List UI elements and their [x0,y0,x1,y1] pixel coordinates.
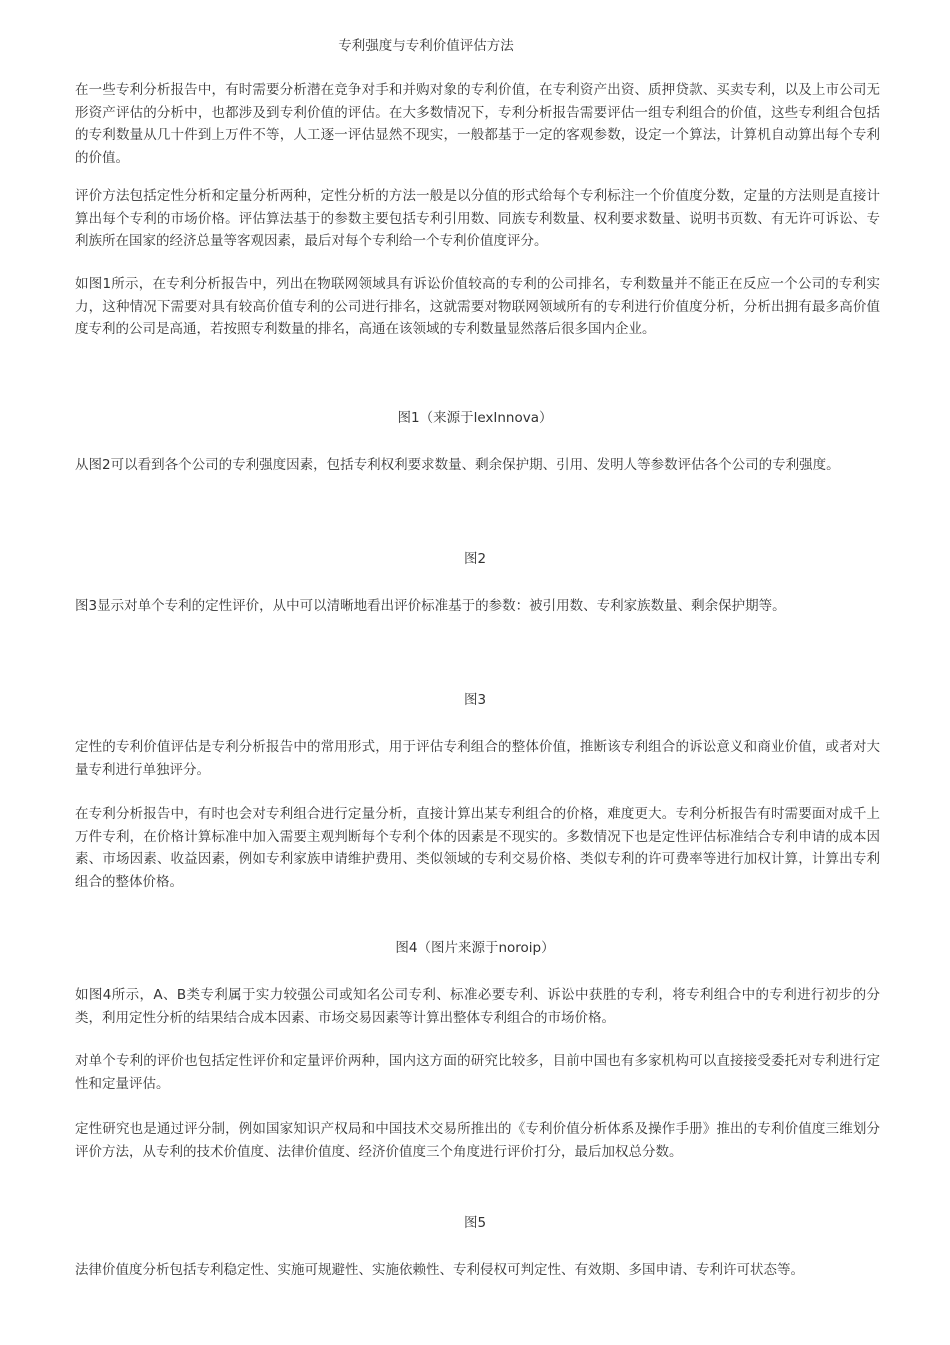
paragraph-quantitative: 在专利分析报告中，有时也会对专利组合进行定量分析，直接计算出某专利组合的价格，难度更大。专利分析报告有时需要面对成千上万件专利，在价格计算标准中加入需要主观判断每个专利个体的因素是不现实的。多数情况下也是定性评估标准结合专利申请的成本因素、市场因素、收益因素，例如专利家族申请维护费用、类似领域的专利交易价格、类似专利的许可费率等进行加权计算，计算出专利组合的整体价格。 [75,806,880,890]
figure1-caption: 图1（来源于lexInnova） [397,410,553,426]
paragraph-scoring: 定性研究也是通过评分制，例如国家知识产权局和中国技术交易所推出的《专利价值分析体系及操作手册》推出的专利价值度三维划分评价方法，从专利的技术价值度、法律价值度、经济价值度三个角度进行评价打分，最后加权总分数。 [75,1121,880,1160]
figure5-caption: 图5 [463,1215,487,1231]
paragraph-legal-value: 法律价值度分析包括专利稳定性、实施可规避性、实施依赖性、专利侵权可判定性、有效期、多国申请、专利许可状态等。 [75,1262,804,1278]
figure4-caption: 图4（图片来源于noroip） [395,940,555,956]
paragraph-intro: 在一些专利分析报告中，有时需要分析潜在竞争对手和并购对象的专利价值，在专利资产出资、质押贷款、买卖专利，以及上市公司无形资产评估的分析中，也都涉及到专利价值的评估。在大多数情况下，专利分析报告需要评估一组专利组合的价值，这些专利组合包括的专利数量从几十件到上万件不等，人工逐一评估显然不现实，一般都基于一定的客观参数，设定一个算法，计算机自动算出每个专利的价值。 [75,82,880,166]
page-title: 专利强度与专利价值评估方法 [338,38,514,54]
paragraph-figure3-description: 图3显示对单个专利的定性评价，从中可以清晰地看出评价标准基于的参数：被引用数、专利家族数量、剩余保护期等。 [75,598,786,614]
paragraph-qualitative: 定性的专利价值评估是专利分析报告中的常用形式，用于评估专利组合的整体价值，推断该专利组合的诉讼意义和商业价值，或者对大量专利进行单独评分。 [75,739,880,778]
paragraph-figure1-description: 如图1所示，在专利分析报告中，列出在物联网领域具有诉讼价值较高的专利的公司排名，专利数量并不能正在反应一个公司的专利实力，这种情况下需要对具有较高价值专利的公司进行排名，这就需要对物联网领域所有的专利进行价值度分析，分析出拥有最多高价值度专利的公司是高通，若按照专利数量的排名，高通在该领域的专利数量显然落后很多国内企业。 [75,276,880,338]
paragraph-figure4-description: 如图4所示，A、B类专利属于实力较强公司或知名公司专利、标准必要专利、诉讼中获胜的专利，将专利组合中的专利进行初步的分类，利用定性分析的结果结合成本因素、市场交易因素等计算出整体专利组合的市场价格。 [75,987,880,1026]
figure3-caption: 图3 [463,692,487,708]
paragraph-single-patent: 对单个专利的评价也包括定性评价和定量评价两种，国内这方面的研究比较多，目前中国也有多家机构可以直接接受委托对专利进行定性和定量评估。 [75,1053,880,1092]
paragraph-figure2-description: 从图2可以看到各个公司的专利强度因素，包括专利权利要求数量、剩余保护期、引用、发明人等参数评估各个公司的专利强度。 [75,457,840,473]
figure2-caption: 图2 [463,551,487,567]
paragraph-methods: 评价方法包括定性分析和定量分析两种，定性分析的方法一般是以分值的形式给每个专利标注一个价值度分数，定量的方法则是直接计算出每个专利的市场价格。评估算法基于的参数主要包括专利引用数、同族专利数量、权利要求数量、说明书页数、有无许可诉讼、专利族所在国家的经济总量等客观因素，最后对每个专利给一个专利价值度评分。 [75,188,880,250]
